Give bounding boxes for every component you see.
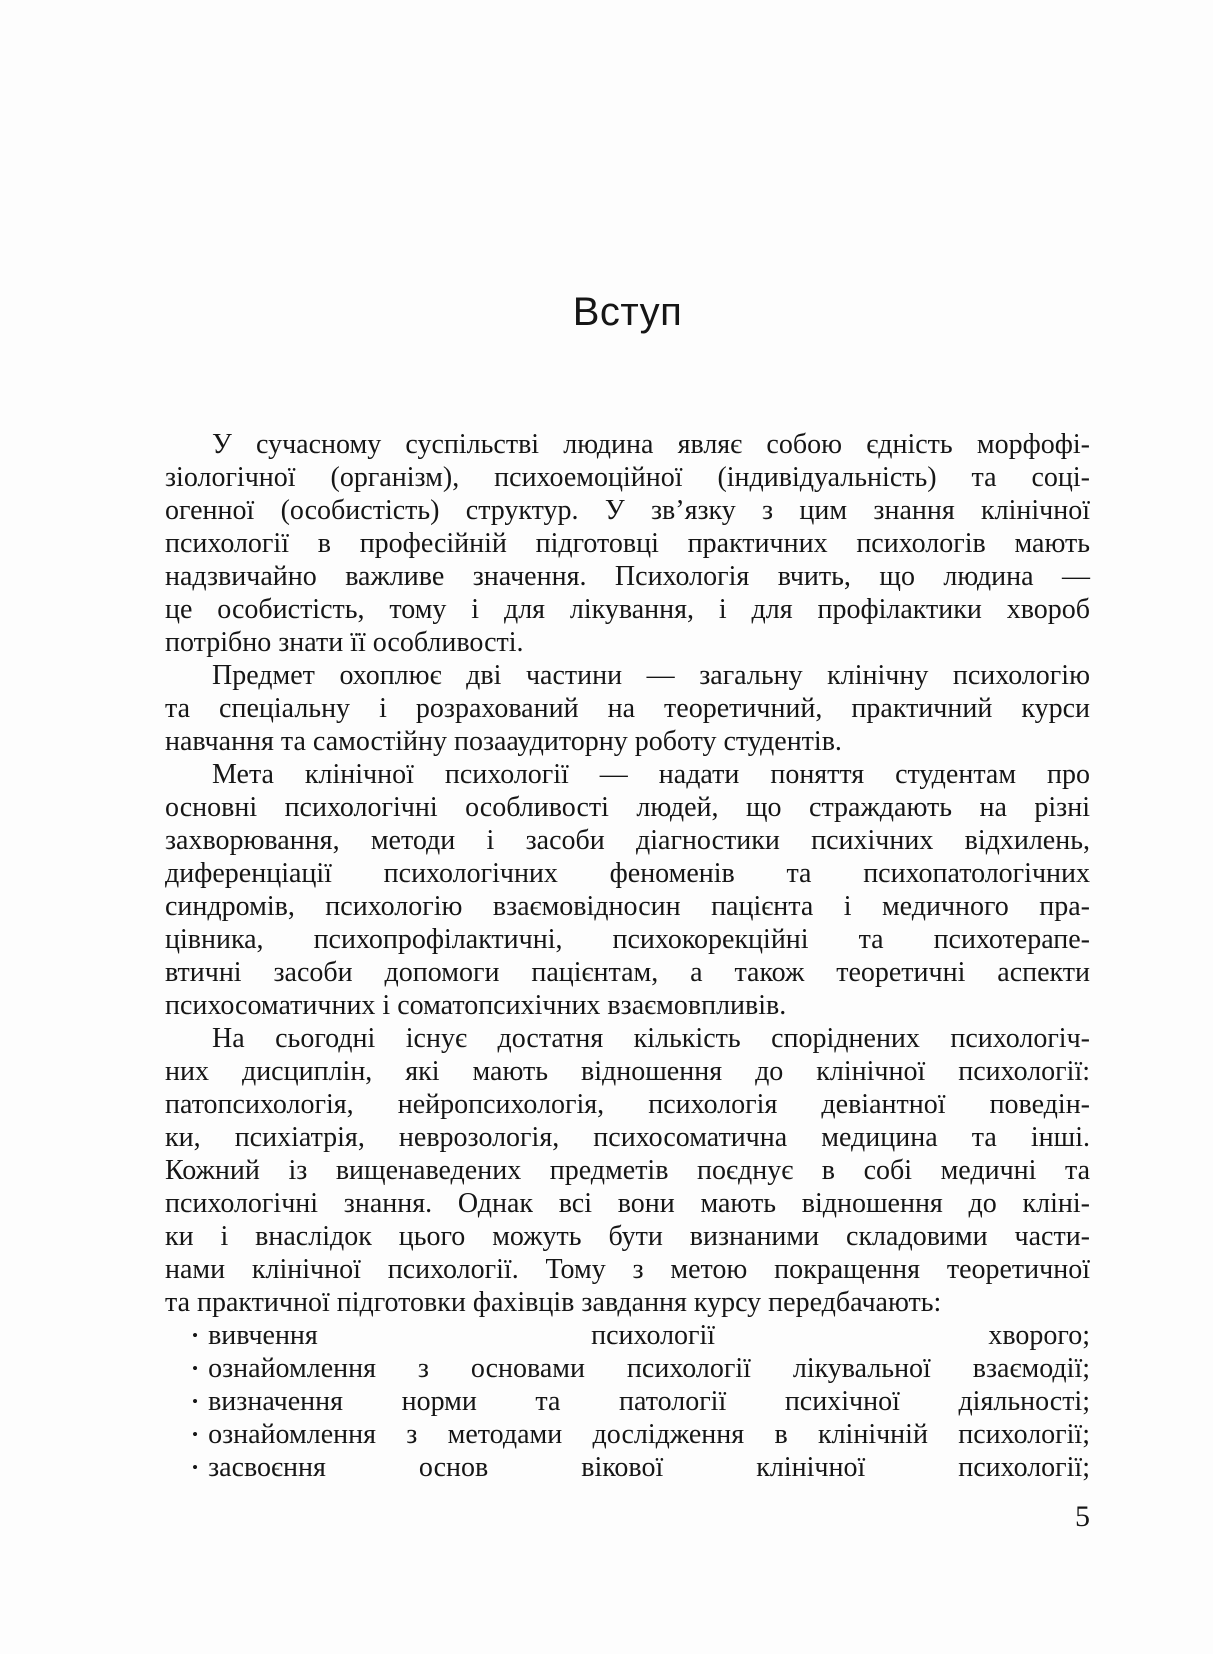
paragraph-line: синдромів, психологію взаємовідносин пацієнта і медичного пра- [165,891,1090,922]
paragraph-line: та спеціальну і розрахований на теоретичний, практичний курси [165,693,1090,724]
bullet-text: вивчення психології хворого; [208,1320,1090,1351]
paragraph-line: огенної (особистість) структур. У зв’язку з цим знання клінічної [165,495,1090,526]
bullet-text: засвоєння основ вікової клінічної психології; [208,1452,1090,1483]
paragraph-line: надзвичайно важливе значення. Психологія вчить, що людина — [165,561,1090,592]
paragraph-line: цівника, психопрофілактичні, психокорекційні та психотерапе- [165,924,1090,955]
paragraph-line: зіологічної (організм), психоемоційної (індивідуальність) та соці- [165,462,1090,493]
paragraph-line: диференціації психологічних феноменів та психопатологічних [165,858,1090,889]
page-title: Вступ [572,290,683,334]
bullet-text: ознайомлення з основами психології лікувальної взаємодії; [208,1353,1090,1384]
bullet-icon: • [192,1326,199,1345]
bullet-item [165,1385,1090,1418]
bullet-item [165,1451,1090,1484]
paragraph-line: психологічні знання. Однак всі вони мають відношення до кліні- [165,1188,1090,1219]
paragraph-line: У сучасному суспільстві людина являє собою єдність морфофі- [212,429,1090,460]
paragraph-line: потрібно знати її особливості. [165,627,524,658]
paragraph-line: Предмет охоплює дві частини — загальну клінічну психологію [212,660,1090,691]
paragraph-line: та практичної підготовки фахівців завдання курсу передбачають: [165,1287,942,1318]
bullet-icon: • [192,1359,199,1378]
paragraph-line: На сьогодні існує достатня кількість споріднених психологіч- [212,1023,1090,1054]
paragraph-line: психосоматичних і соматопсихічних взаємовпливів. [165,990,787,1021]
bullet-item [165,1352,1090,1385]
paragraph-line: Мета клінічної психології — надати поняття студентам про [212,759,1090,790]
paragraph-line: навчання та самостійну позааудиторну роботу студентів. [165,726,842,757]
paragraph-line: це особистість, тому і для лікування, і для профілактики хвороб [165,594,1090,625]
bullet-text: ознайомлення з методами дослідження в клінічній психології; [208,1419,1090,1450]
body-text [165,428,1090,1484]
bullet-text: визначення норми та патології психічної діяльності; [208,1386,1090,1417]
paragraph-line: ки, психіатрія, неврозологія, психосоматична медицина та інші. [165,1122,1090,1153]
paragraph-line: психології в професійній підготовці практичних психологів мають [165,528,1090,559]
bullet-icon: • [192,1425,199,1444]
bullet-item [165,1418,1090,1451]
paragraph-line: Кожний із вищенаведених предметів поєднує в собі медичні та [165,1155,1090,1186]
paragraph-line: патопсихологія, нейропсихологія, психологія девіантної поведін- [165,1089,1090,1120]
paragraph-line: втичні засоби допомоги пацієнтам, а також теоретичні аспекти [165,957,1090,988]
bullet-icon: • [192,1458,199,1477]
paragraph-line: захворювання, методи і засоби діагностики психічних відхилень, [165,825,1090,856]
paragraph-line: нами клінічної психології. Тому з метою покращення теоретичної [165,1254,1090,1285]
bullet-item [165,1319,1090,1352]
paragraph-line: ки і внаслідок цього можуть бути визнаними складовими части- [165,1221,1090,1252]
paragraph-line: них дисциплін, які мають відношення до клінічної психології: [165,1056,1090,1087]
paragraph-line: основні психологічні особливості людей, що страждають на різні [165,792,1090,823]
bullet-icon: • [192,1392,199,1411]
page-number: 5 [1075,1500,1090,1533]
